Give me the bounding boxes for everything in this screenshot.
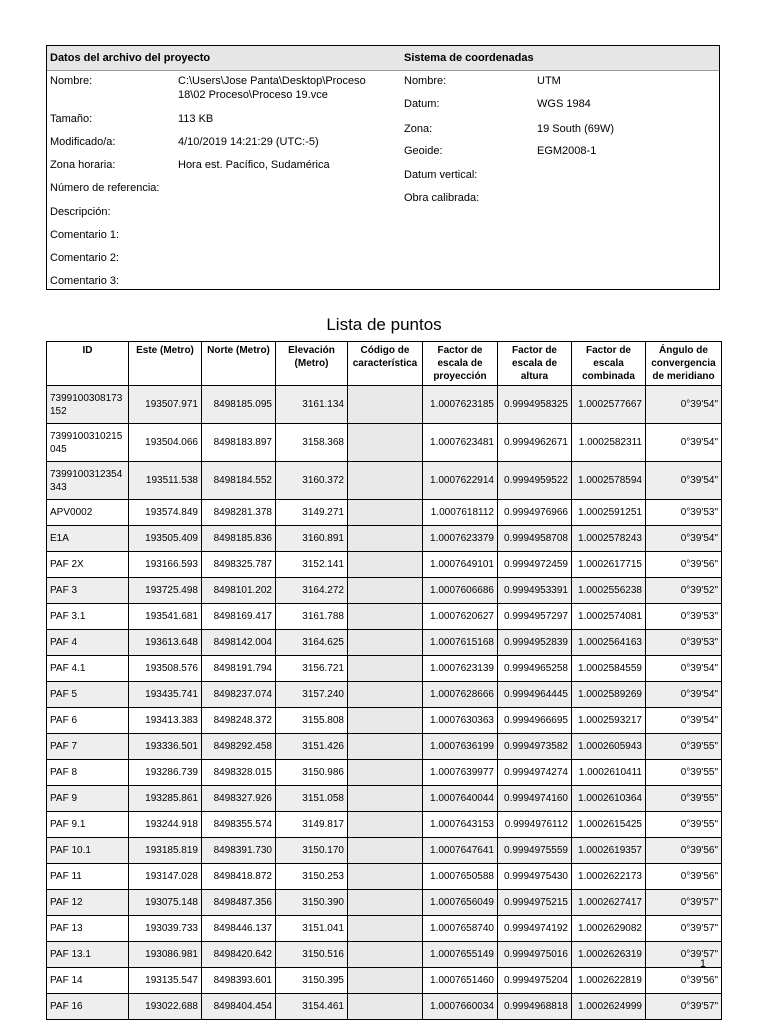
table-row [47, 734, 722, 760]
cell-norte: 8498183.897 [202, 424, 276, 462]
cell-este: 193244.918 [129, 812, 202, 838]
cell-norte: 8498487.356 [202, 890, 276, 916]
cell-este: 193511.538 [129, 462, 202, 500]
cell-codigo [348, 942, 423, 968]
cell-angulo: 0°39'57" [646, 916, 722, 942]
cell-factor-combinada: 1.0002629082 [572, 916, 646, 942]
cell-angulo: 0°39'55" [646, 786, 722, 812]
cell-angulo: 0°39'54" [646, 386, 722, 424]
cell-factor-combinada: 1.0002610364 [572, 786, 646, 812]
table-row [47, 708, 722, 734]
cell-elevacion: 3150.170 [276, 838, 348, 864]
cell-factor-proyeccion: 1.0007623379 [423, 526, 498, 552]
cell-factor-proyeccion: 1.0007606686 [423, 578, 498, 604]
cell-factor-proyeccion: 1.0007640044 [423, 786, 498, 812]
cell-factor-combinada: 1.0002591251 [572, 500, 646, 526]
table-row [47, 424, 722, 462]
project-info-panel [46, 45, 720, 290]
cell-factor-combinada: 1.0002578243 [572, 526, 646, 552]
cell-factor-combinada: 1.0002626319 [572, 942, 646, 968]
cell-este: 193613.648 [129, 630, 202, 656]
cell-norte: 8498393.601 [202, 968, 276, 994]
zone-value: 19 South (69W) [537, 123, 615, 135]
cell-elevacion: 3152.141 [276, 552, 348, 578]
cell-id: 7399100308173152 [47, 386, 129, 424]
points-list-title: Lista de puntos [326, 315, 442, 334]
table-row [47, 682, 722, 708]
cell-elevacion: 3151.041 [276, 916, 348, 942]
cell-factor-proyeccion: 1.0007643153 [423, 812, 498, 838]
cell-factor-altura: 0.9994968818 [498, 994, 572, 1020]
cell-codigo [348, 812, 423, 838]
cell-factor-combinada: 1.0002622173 [572, 864, 646, 890]
cell-factor-combinada: 1.0002605943 [572, 734, 646, 760]
cell-factor-altura: 0.9994975215 [498, 890, 572, 916]
cell-factor-proyeccion: 1.0007615168 [423, 630, 498, 656]
cell-factor-proyeccion: 1.0007620627 [423, 604, 498, 630]
cell-id: PAF 13 [47, 916, 129, 942]
cell-norte: 8498185.836 [202, 526, 276, 552]
cell-angulo: 0°39'54" [646, 708, 722, 734]
cell-id: PAF 2X [47, 552, 129, 578]
cell-norte: 8498418.872 [202, 864, 276, 890]
cell-este: 193336.501 [129, 734, 202, 760]
cell-id: PAF 4 [47, 630, 129, 656]
cell-factor-combinada: 1.0002584559 [572, 656, 646, 682]
cell-factor-combinada: 1.0002578594 [572, 462, 646, 500]
col-elevacion: Elevación (Metro) [276, 342, 348, 386]
cell-angulo: 0°39'54" [646, 656, 722, 682]
cell-factor-altura: 0.9994975559 [498, 838, 572, 864]
cell-angulo: 0°39'52" [646, 578, 722, 604]
cell-factor-proyeccion: 1.0007623139 [423, 656, 498, 682]
cell-codigo [348, 424, 423, 462]
cell-angulo: 0°39'55" [646, 760, 722, 786]
cell-elevacion: 3154.461 [276, 994, 348, 1020]
cell-norte: 8498191.794 [202, 656, 276, 682]
cell-factor-combinada: 1.0002615425 [572, 812, 646, 838]
file-name-value: C:\Users\Jose Panta\Desktop\Proceso 18\02 Proceso\Proceso 19.vce [178, 75, 366, 101]
cell-factor-altura: 0.9994975204 [498, 968, 572, 994]
datum-value: WGS 1984 [537, 98, 591, 110]
cell-factor-combinada: 1.0002627417 [572, 890, 646, 916]
cell-este: 193508.576 [129, 656, 202, 682]
cell-este: 193039.733 [129, 916, 202, 942]
table-row [47, 838, 722, 864]
cell-este: 193086.981 [129, 942, 202, 968]
cell-norte: 8498292.458 [202, 734, 276, 760]
cell-codigo [348, 500, 423, 526]
table-row [47, 786, 722, 812]
description-label: Descripción: [50, 206, 111, 218]
cell-codigo [348, 734, 423, 760]
cell-id: PAF 4.1 [47, 656, 129, 682]
table-row [47, 500, 722, 526]
calibrated-work-label: Obra calibrada: [404, 192, 480, 204]
file-name-label: Nombre: [50, 75, 93, 87]
cell-norte: 8498248.372 [202, 708, 276, 734]
cell-factor-combinada: 1.0002622819 [572, 968, 646, 994]
cell-angulo: 0°39'56" [646, 864, 722, 890]
cell-factor-proyeccion: 1.0007656049 [423, 890, 498, 916]
cell-elevacion: 3150.395 [276, 968, 348, 994]
cell-elevacion: 3150.986 [276, 760, 348, 786]
cell-factor-proyeccion: 1.0007658740 [423, 916, 498, 942]
cell-factor-proyeccion: 1.0007655149 [423, 942, 498, 968]
cell-factor-altura: 0.9994975016 [498, 942, 572, 968]
geoid-value: EGM2008-1 [537, 145, 597, 157]
cell-factor-combinada: 1.0002619357 [572, 838, 646, 864]
cell-angulo: 0°39'53" [646, 604, 722, 630]
cell-elevacion: 3160.372 [276, 462, 348, 500]
cell-codigo [348, 462, 423, 500]
cell-elevacion: 3156.721 [276, 656, 348, 682]
table-row [47, 462, 722, 500]
table-row [47, 630, 722, 656]
cell-factor-proyeccion: 1.0007623481 [423, 424, 498, 462]
cell-id: PAF 14 [47, 968, 129, 994]
cell-factor-proyeccion: 1.0007630363 [423, 708, 498, 734]
comment-1-label: Comentario 1: [50, 229, 120, 241]
cell-angulo: 0°39'54" [646, 424, 722, 462]
cell-elevacion: 3157.240 [276, 682, 348, 708]
cell-norte: 8498281.378 [202, 500, 276, 526]
cell-codigo [348, 838, 423, 864]
cell-id: PAF 3.1 [47, 604, 129, 630]
cell-este: 193022.688 [129, 994, 202, 1020]
col-este: Este (Metro) [129, 342, 202, 386]
modified-label: Modificado/a: [50, 136, 116, 148]
cell-factor-altura: 0.9994974274 [498, 760, 572, 786]
cell-codigo [348, 890, 423, 916]
cell-id: APV0002 [47, 500, 129, 526]
cell-factor-combinada: 1.0002610411 [572, 760, 646, 786]
col-factor-altura: Factor de escala de altura [498, 342, 572, 386]
col-id: ID [47, 342, 129, 386]
col-codigo: Código de característica [348, 342, 423, 386]
table-row [47, 812, 722, 838]
cell-factor-combinada: 1.0002574081 [572, 604, 646, 630]
cell-factor-combinada: 1.0002582311 [572, 424, 646, 462]
cell-factor-combinada: 1.0002556238 [572, 578, 646, 604]
cell-elevacion: 3150.516 [276, 942, 348, 968]
cell-factor-altura: 0.9994958325 [498, 386, 572, 424]
cell-factor-altura: 0.9994957297 [498, 604, 572, 630]
cell-factor-proyeccion: 1.0007650588 [423, 864, 498, 890]
cell-codigo [348, 578, 423, 604]
table-row [47, 942, 722, 968]
cell-id: PAF 6 [47, 708, 129, 734]
cell-elevacion: 3164.625 [276, 630, 348, 656]
project-file-heading: Datos del archivo del proyecto [50, 52, 211, 64]
cell-factor-proyeccion: 1.0007636199 [423, 734, 498, 760]
cell-angulo: 0°39'56" [646, 552, 722, 578]
cell-norte: 8498327.926 [202, 786, 276, 812]
cell-factor-altura: 0.9994952839 [498, 630, 572, 656]
cell-norte: 8498420.642 [202, 942, 276, 968]
cell-angulo: 0°39'56" [646, 968, 722, 994]
cell-codigo [348, 968, 423, 994]
cell-elevacion: 3149.271 [276, 500, 348, 526]
cell-factor-combinada: 1.0002617715 [572, 552, 646, 578]
cell-codigo [348, 916, 423, 942]
table-row [47, 578, 722, 604]
cell-este: 193504.066 [129, 424, 202, 462]
cell-este: 193166.593 [129, 552, 202, 578]
cell-factor-proyeccion: 1.0007651460 [423, 968, 498, 994]
cell-id: PAF 10.1 [47, 838, 129, 864]
cell-elevacion: 3158.368 [276, 424, 348, 462]
points-table [46, 341, 722, 1020]
cs-name-value: UTM [537, 75, 561, 87]
comment-2-label: Comentario 2: [50, 252, 120, 264]
cell-id: PAF 7 [47, 734, 129, 760]
cell-angulo: 0°39'54" [646, 682, 722, 708]
cell-id: 7399100312354343 [47, 462, 129, 500]
cell-este: 193725.498 [129, 578, 202, 604]
cell-norte: 8498404.454 [202, 994, 276, 1020]
modified-value: 4/10/2019 14:21:29 (UTC:-5) [178, 136, 319, 148]
table-row [47, 656, 722, 682]
cell-factor-altura: 0.9994973582 [498, 734, 572, 760]
cell-norte: 8498142.004 [202, 630, 276, 656]
col-factor-proyeccion: Factor de escala de proyección [423, 342, 498, 386]
cell-factor-proyeccion: 1.0007639977 [423, 760, 498, 786]
timezone-value: Hora est. Pacífico, Sudamérica [178, 159, 330, 171]
geoid-label: Geoide: [404, 145, 443, 157]
cell-este: 193541.681 [129, 604, 202, 630]
datum-label: Datum: [404, 98, 440, 110]
cell-factor-proyeccion: 1.0007628666 [423, 682, 498, 708]
project-info-header [47, 46, 719, 71]
cell-factor-altura: 0.9994959522 [498, 462, 572, 500]
cell-factor-altura: 0.9994974192 [498, 916, 572, 942]
cell-codigo [348, 760, 423, 786]
cell-norte: 8498355.574 [202, 812, 276, 838]
cell-id: PAF 8 [47, 760, 129, 786]
cell-elevacion: 3149.817 [276, 812, 348, 838]
cs-name-label: Nombre: [404, 75, 447, 87]
cell-factor-combinada: 1.0002577667 [572, 386, 646, 424]
cell-angulo: 0°39'54" [646, 526, 722, 552]
cell-angulo: 0°39'56" [646, 838, 722, 864]
file-size-value: 113 KB [178, 113, 214, 125]
cell-este: 193185.819 [129, 838, 202, 864]
cell-elevacion: 3161.134 [276, 386, 348, 424]
cell-factor-altura: 0.9994976966 [498, 500, 572, 526]
cell-este: 193435.741 [129, 682, 202, 708]
timezone-label: Zona horaria: [50, 159, 116, 171]
cell-codigo [348, 682, 423, 708]
cell-elevacion: 3151.426 [276, 734, 348, 760]
reference-number-label: Número de referencia: [50, 182, 160, 194]
table-row [47, 916, 722, 942]
cell-factor-altura: 0.9994965258 [498, 656, 572, 682]
table-row [47, 604, 722, 630]
file-size-label: Tamaño: [50, 113, 93, 125]
cell-factor-proyeccion: 1.0007647641 [423, 838, 498, 864]
table-row [47, 552, 722, 578]
comment-3-label: Comentario 3: [50, 275, 120, 287]
cell-norte: 8498237.074 [202, 682, 276, 708]
cell-factor-combinada: 1.0002624999 [572, 994, 646, 1020]
cell-elevacion: 3150.390 [276, 890, 348, 916]
cell-factor-proyeccion: 1.0007649101 [423, 552, 498, 578]
cell-codigo [348, 526, 423, 552]
table-row [47, 994, 722, 1020]
cell-id: PAF 9.1 [47, 812, 129, 838]
cell-id: PAF 3 [47, 578, 129, 604]
cell-elevacion: 3151.058 [276, 786, 348, 812]
cell-factor-proyeccion: 1.0007660034 [423, 994, 498, 1020]
cell-codigo [348, 864, 423, 890]
cell-elevacion: 3155.808 [276, 708, 348, 734]
cell-codigo [348, 386, 423, 424]
cell-factor-altura: 0.9994953391 [498, 578, 572, 604]
cell-este: 193507.971 [129, 386, 202, 424]
cell-norte: 8498391.730 [202, 838, 276, 864]
cell-factor-proyeccion: 1.0007622914 [423, 462, 498, 500]
cell-id: PAF 11 [47, 864, 129, 890]
cell-norte: 8498185.095 [202, 386, 276, 424]
cell-id: E1A [47, 526, 129, 552]
col-factor-combinada: Factor de escala combinada [572, 342, 646, 386]
cell-codigo [348, 552, 423, 578]
cell-este: 193505.409 [129, 526, 202, 552]
cell-este: 193574.849 [129, 500, 202, 526]
cell-codigo [348, 604, 423, 630]
cell-factor-altura: 0.9994958708 [498, 526, 572, 552]
cell-este: 193285.861 [129, 786, 202, 812]
cell-id: PAF 12 [47, 890, 129, 916]
coordinate-system-heading: Sistema de coordenadas [404, 52, 534, 64]
cell-factor-altura: 0.9994975430 [498, 864, 572, 890]
cell-este: 193135.547 [129, 968, 202, 994]
cell-angulo: 0°39'54" [646, 462, 722, 500]
cell-codigo [348, 656, 423, 682]
page-number: 1 [699, 958, 706, 970]
zone-label: Zona: [404, 123, 433, 135]
cell-este: 193147.028 [129, 864, 202, 890]
cell-factor-proyeccion: 1.0007618112 [423, 500, 498, 526]
cell-factor-altura: 0.9994972459 [498, 552, 572, 578]
cell-id: PAF 5 [47, 682, 129, 708]
cell-angulo: 0°39'57" [646, 994, 722, 1020]
cell-factor-altura: 0.9994962671 [498, 424, 572, 462]
cell-norte: 8498325.787 [202, 552, 276, 578]
cell-este: 193413.383 [129, 708, 202, 734]
cell-codigo [348, 708, 423, 734]
col-norte: Norte (Metro) [202, 342, 276, 386]
table-row [47, 890, 722, 916]
cell-norte: 8498169.417 [202, 604, 276, 630]
cell-norte: 8498328.015 [202, 760, 276, 786]
table-row [47, 968, 722, 994]
cell-angulo: 0°39'55" [646, 812, 722, 838]
cell-angulo: 0°39'53" [646, 630, 722, 656]
cell-angulo: 0°39'57" [646, 890, 722, 916]
cell-norte: 8498184.552 [202, 462, 276, 500]
cell-norte: 8498101.202 [202, 578, 276, 604]
cell-angulo: 0°39'57" [646, 942, 722, 968]
cell-factor-combinada: 1.0002593217 [572, 708, 646, 734]
cell-elevacion: 3164.272 [276, 578, 348, 604]
cell-factor-combinada: 1.0002589269 [572, 682, 646, 708]
cell-factor-proyeccion: 1.0007623185 [423, 386, 498, 424]
cell-factor-altura: 0.9994976112 [498, 812, 572, 838]
cell-factor-altura: 0.9994966695 [498, 708, 572, 734]
col-angulo-convergencia: Ángulo de convergencia de meridiano [646, 342, 722, 386]
table-row [47, 864, 722, 890]
vertical-datum-label: Datum vertical: [404, 169, 478, 181]
cell-angulo: 0°39'53" [646, 500, 722, 526]
cell-elevacion: 3160.891 [276, 526, 348, 552]
cell-factor-combinada: 1.0002564163 [572, 630, 646, 656]
cell-norte: 8498446.137 [202, 916, 276, 942]
cell-elevacion: 3161.788 [276, 604, 348, 630]
table-row [47, 760, 722, 786]
cell-este: 193286.739 [129, 760, 202, 786]
cell-id: PAF 9 [47, 786, 129, 812]
table-row [47, 526, 722, 552]
table-row [47, 386, 722, 424]
cell-codigo [348, 786, 423, 812]
cell-codigo [348, 994, 423, 1020]
cell-angulo: 0°39'55" [646, 734, 722, 760]
cell-factor-altura: 0.9994964445 [498, 682, 572, 708]
cell-este: 193075.148 [129, 890, 202, 916]
cell-id: PAF 16 [47, 994, 129, 1020]
table-header-row [47, 342, 722, 386]
cell-codigo [348, 630, 423, 656]
cell-id: PAF 13.1 [47, 942, 129, 968]
cell-factor-altura: 0.9994974160 [498, 786, 572, 812]
cell-id: 7399100310215045 [47, 424, 129, 462]
cell-elevacion: 3150.253 [276, 864, 348, 890]
